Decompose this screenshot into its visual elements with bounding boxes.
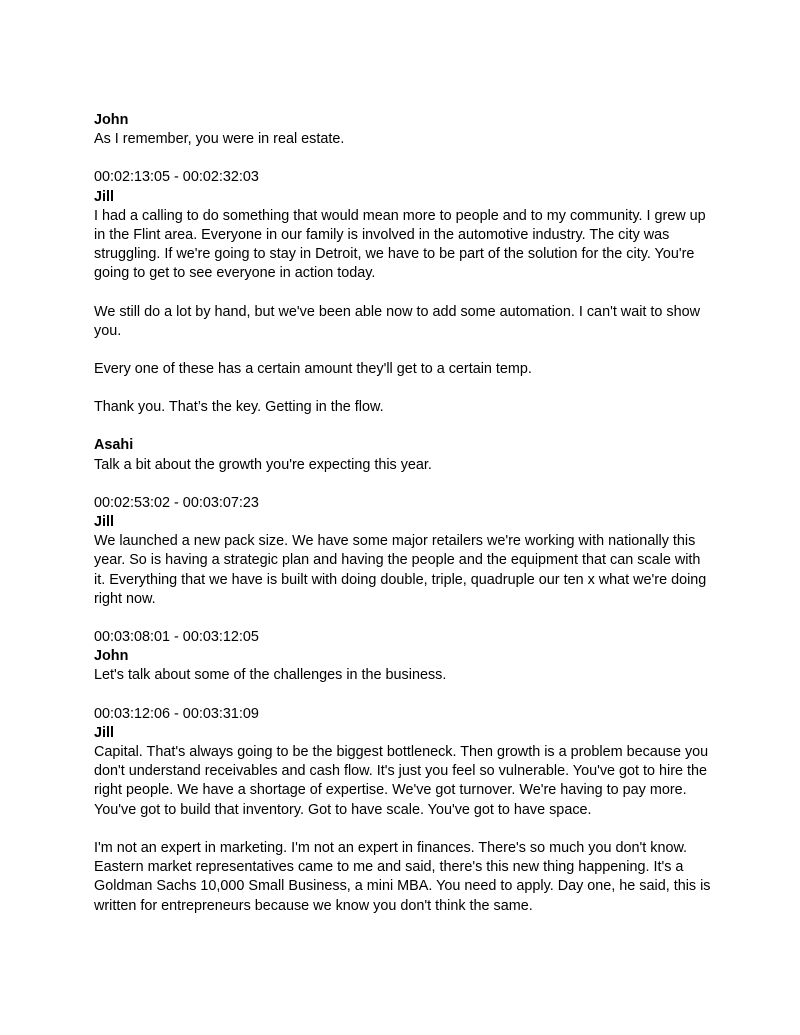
dialogue-paragraph: We still do a lot by hand, but we've been able now to add some automation. I can't wait to show you. [94, 303, 700, 339]
speaker-name: John [94, 648, 129, 665]
speaker-name: Asahi [94, 437, 134, 454]
dialogue-paragraph: Every one of these has a certain amount they'll get to a certain temp. [94, 361, 532, 378]
dialogue-paragraph: Talk a bit about the growth you're expecting this year. [94, 456, 432, 473]
transcript-entry [94, 705, 714, 916]
transcript-entry [94, 628, 714, 686]
speaker-name: Jill [94, 514, 114, 531]
timecode: 00:02:53:02 - 00:03:07:23 [94, 494, 259, 511]
timecode: 00:03:12:06 - 00:03:31:09 [94, 705, 259, 722]
timecode: 00:03:08:01 - 00:03:12:05 [94, 629, 259, 646]
dialogue-paragraph: Thank you. That’s the key. Getting in the flow. [94, 399, 384, 416]
speaker-name: Jill [94, 188, 114, 205]
timecode: 00:02:13:05 - 00:02:32:03 [94, 169, 259, 186]
transcript-page [94, 111, 714, 935]
speaker-name: Jill [94, 724, 114, 741]
transcript-entry [94, 111, 714, 149]
dialogue-paragraph: We launched a new pack size. We have some major retailers we're working with nationally this year. So is having a strategic plan and having the people and the equipment that can scale with it. Everything that we have is built with doing double, triple, quadruple our ten x what we're doing right now. [94, 533, 707, 607]
speaker-name: John [94, 112, 129, 128]
transcript-entry [94, 494, 714, 609]
dialogue-paragraph: Capital. That's always going to be the biggest bottleneck. Then growth is a problem because you don't understand receivables and cash flow. It's just you feel so vulnerable. You've got to hire the right people. We have a shortage of expertise. We've got turnover. We're having to pay more. You've got to build that inventory. Got to have scale. You've got to have space. [94, 744, 709, 818]
transcript-entry [94, 168, 714, 417]
dialogue-paragraph: I'm not an expert in marketing. I'm not an expert in finances. There's so much you don't know. Eastern market representatives came to me and said, there's this new thing happening. It's a Goldman Sachs 10,000 Small Business, a mini MBA. You need to apply. Day one, he said, this is written for entrepreneurs because we know you don't think the same. [94, 839, 711, 914]
dialogue-paragraph: As I remember, you were in real estate. [94, 131, 345, 148]
dialogue-paragraph: I had a calling to do something that would mean more to people and to my community. I grew up in the Flint area. Everyone in our family is involved in the automotive industry. The city was struggling. If we're going to stay in Detroit, we have to be part of the solution for the city. You're going to get to see everyone in action today. [94, 207, 706, 282]
transcript-entry [94, 436, 714, 474]
dialogue-paragraph: Let's talk about some of the challenges in the business. [94, 667, 447, 684]
